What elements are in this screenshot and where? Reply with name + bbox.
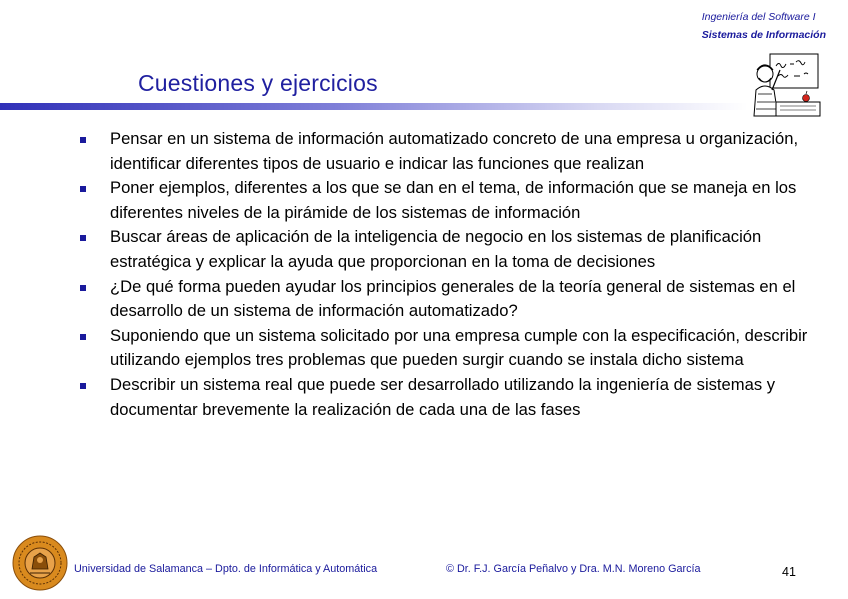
square-bullet-icon: [80, 383, 86, 389]
list-item: [78, 324, 808, 373]
footer-institution: Universidad de Salamanca – Dpto. de Informática y Automática: [74, 563, 378, 575]
university-seal-icon: [12, 535, 68, 591]
exercise-list: [78, 127, 808, 422]
square-bullet-icon: [80, 334, 86, 340]
list-item: [78, 275, 808, 324]
list-item-text: Suponiendo que un sistema solicitado por una empresa cumple con la especificación, describir utilizando ejemplos tres problemas que pueden surgir cuando se instala dicho sistema: [110, 325, 808, 370]
list-item: [78, 373, 808, 422]
square-bullet-icon: [80, 235, 86, 241]
course-name: Ingeniería del Software I: [701, 11, 816, 23]
header-course-info: [702, 8, 826, 44]
teacher-at-blackboard-icon: [746, 52, 822, 118]
square-bullet-icon: [80, 285, 86, 291]
square-bullet-icon: [80, 137, 86, 143]
slide-title: Cuestiones y ejercicios: [138, 70, 378, 96]
page-number: 41: [782, 565, 796, 579]
list-item-text: Pensar en un sistema de información automatizado concreto de una empresa u organización, identificar diferentes tipos de usuario e indicar las funciones que realizan: [110, 129, 799, 173]
square-bullet-icon: [80, 186, 86, 192]
list-item-text: ¿De qué forma pueden ayudar los principios generales de la teoría general de sistemas en el desarrollo de un sistema de información automatizado?: [110, 276, 796, 321]
subject-name: Sistemas de Información: [701, 29, 826, 41]
list-item-text: Describir un sistema real que puede ser desarrollado utilizando la ingeniería de sistemas y documentar brevemente la realización de cada una de las fases: [110, 374, 776, 419]
list-item-text: Buscar áreas de aplicación de la inteligencia de negocio en los sistemas de planificación estratégica y explicar la ayuda que proporcionan en la toma de decisiones: [110, 227, 762, 271]
list-item: [78, 225, 808, 274]
footer-authors: © Dr. F.J. García Peñalvo y Dra. M.N. Moreno García: [446, 563, 701, 575]
title-underline-bar: [0, 103, 748, 110]
list-item: [78, 176, 808, 225]
list-item: [78, 127, 808, 176]
list-item-text: Poner ejemplos, diferentes a los que se dan en el tema, de información que se maneja en los diferentes niveles de la pirámide de los sistemas de información: [110, 178, 797, 222]
